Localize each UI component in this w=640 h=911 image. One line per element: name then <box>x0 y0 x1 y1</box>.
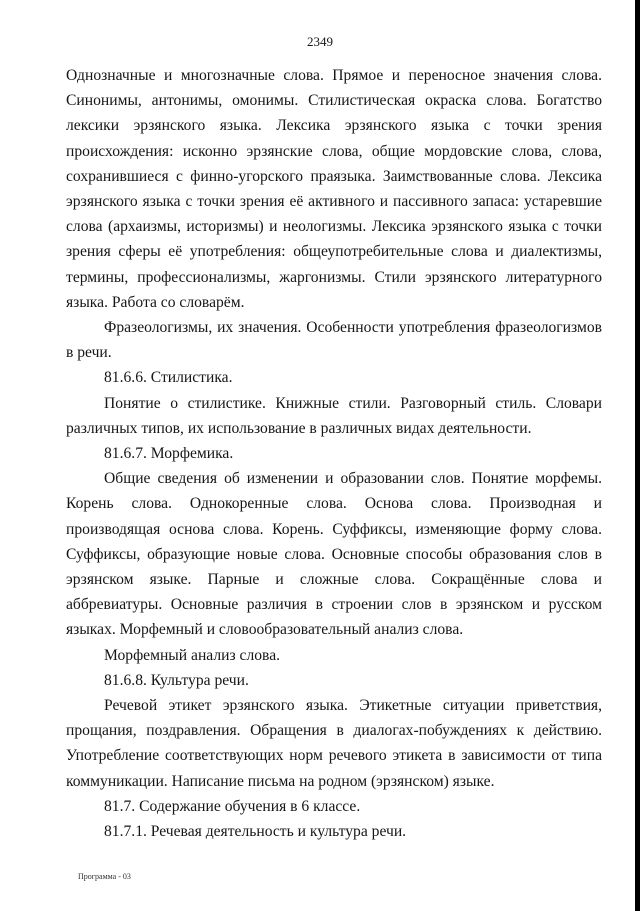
document-body <box>66 63 602 844</box>
section-heading-morphemics: 81.6.7. Морфемика. <box>104 445 234 463</box>
paragraph-morpheme-analysis: Морфемный анализ слова. <box>104 646 281 664</box>
paragraph-speech-etiquette: Речевой этикет эрзянского языка. Этикетные ситуации приветствия, прощания, поздравления. Обращения в диалогах-побуждениях к действию. Употребление соответствующих норм речевого этикета в зависимости от типа коммуникации. Написание письма на родном (эрзянском) языке. <box>66 697 602 790</box>
page-number: 2349 <box>307 34 333 49</box>
section-heading-speech-activity: 81.7.1. Речевая деятельность и культура речи. <box>104 823 407 841</box>
scan-frame-edge <box>635 0 640 911</box>
paragraph-morphemics: Общие сведения об изменении и образовании слов. Понятие морфемы. Корень слова. Однокоренные слова. Основа слова. Производная и производящая основа слова. Корень. Суффиксы, изменяющие форму слова. Суффиксы, образующие новые слова. Основные способы образования слов в эрзянском языке. Парные и сложные слова. Сокращённые слова и аббревиатуры. Основные различия в строении слов в эрзянском и русском языках. Морфемный и словообразовательный анализ слова. <box>66 470 602 639</box>
paragraph-lexicon: Однозначные и многозначные слова. Прямое и переносное значения слова. Синонимы, антонимы, омонимы. Стилистическая окраска слова. Богатство лексики эрзянского языка. Лексика эрзянского языка с точки зрения происхождения: исконно эрзянские слова, общие мордовские слова, слова, сохранившиеся с финно-угорского праязыка. Заимствованные слова. Лексика эрзянского языка с точки зрения её активного и пассивного запаса: устаревшие слова (архаизмы, историзмы) и неологизмы. Лексика эрзянского языка с точки зрения сферы её употребления: общеупотребительные слова и диалектизмы, термины, профессионализмы, жаргонизмы. Стили эрзянского литературного языка. Работа со словарём. <box>66 67 602 311</box>
footer-label: Программа - 03 <box>78 872 131 881</box>
section-heading-speech-culture: 81.6.8. Культура речи. <box>104 671 249 689</box>
paragraph-phraseology: Фразеологизмы, их значения. Особенности употребления фразеологизмов в речи. <box>66 319 602 362</box>
section-heading-grade6: 81.7. Содержание обучения в 6 классе. <box>104 797 361 815</box>
section-heading-stylistics: 81.6.6. Стилистика. <box>104 369 233 387</box>
paragraph-stylistics: Понятие о стилистике. Книжные стили. Разговорный стиль. Словари различных типов, их использование в различных видах деятельности. <box>66 394 602 437</box>
